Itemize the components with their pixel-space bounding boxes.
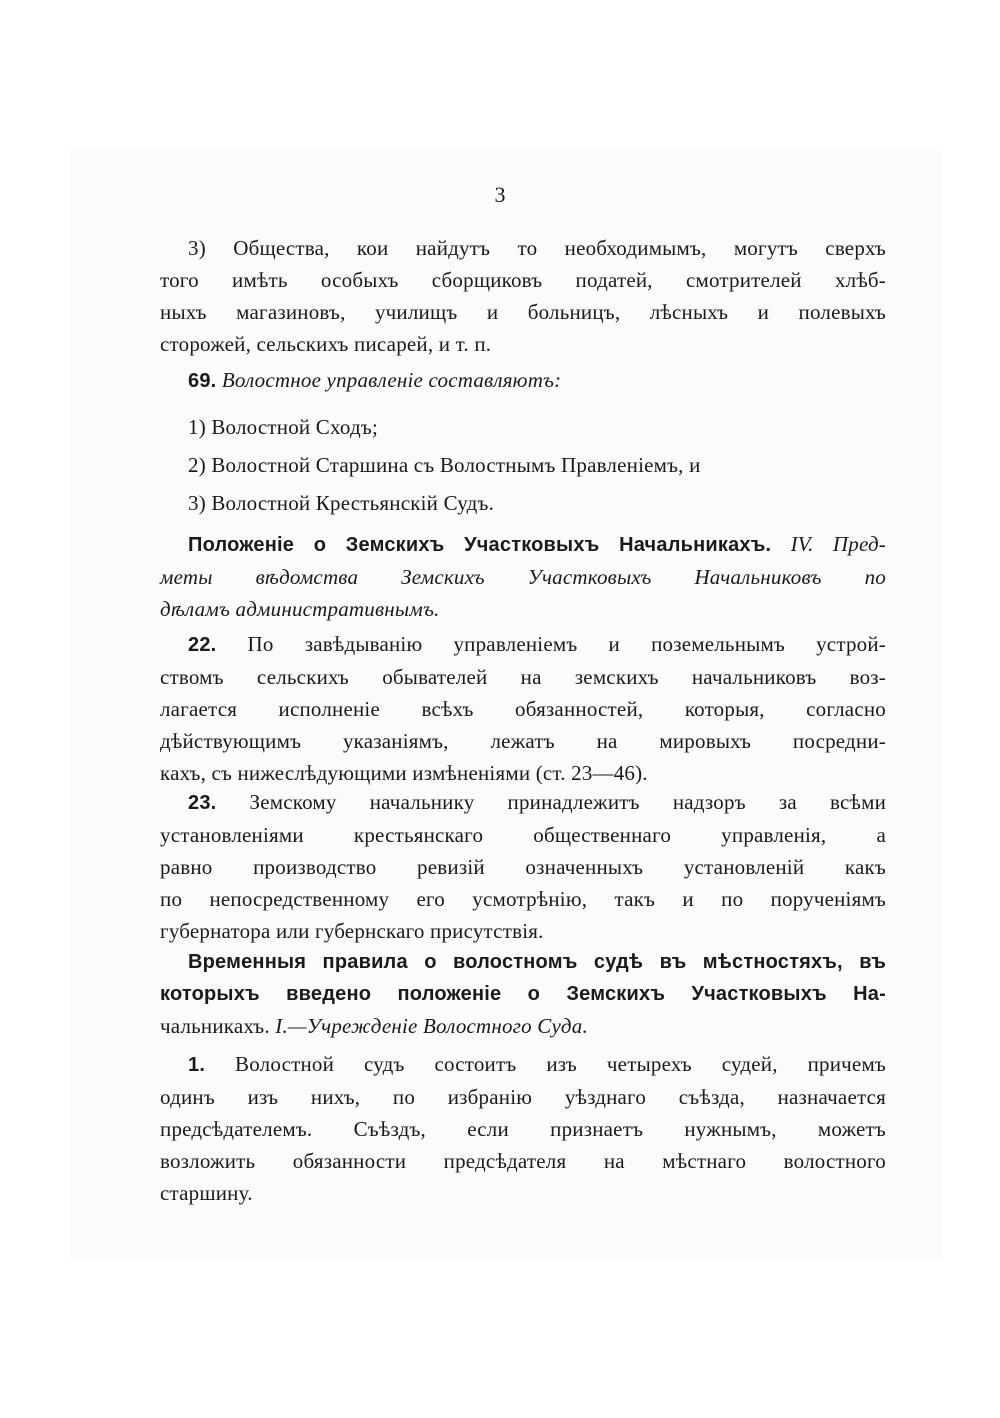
text-line: губернатора или губернскаго присутствія. [160,919,544,943]
paragraph-societies [160,232,886,360]
list-item: 3) Волостной Крестьянскій Судъ. [188,491,495,515]
article-1 [160,1048,886,1209]
article-23 [160,786,886,947]
text-line: 3) Общества, кои найдутъ то необходимымъ, могутъ сверхъ [188,236,886,260]
text-line: лагается исполненіе всѣхъ обязанностей, которыя, согласно [160,697,886,721]
text-line: Волостной судъ состоитъ изъ четырехъ судей, причемъ [235,1052,886,1076]
text-line: сторожей, сельскихъ писарей, и т. п. [160,332,492,356]
article-22 [160,628,886,789]
article-heading: Волостное управленіе составляютъ: [221,368,562,392]
text-line: ствомъ сельскихъ обывателей на земскихъ начальниковъ воз- [160,665,886,689]
section-title: которыхъ введено положеніе о Земскихъ Участковыхъ На- [160,983,886,1005]
section-subtitle-line: меты вѣдомства Земскихъ Участковыхъ Начальниковъ по [160,565,886,589]
section-heading-volost-court [160,946,886,1042]
text-line: равно производство ревизій означенныхъ установленій какъ [160,855,886,879]
list-item: 2) Волостной Старшина съ Волостнымъ Правленіемъ, и [188,453,701,477]
text-line: По завѣдыванію управленіемъ и поземельнымъ устрой- [247,632,886,656]
article-69-list [160,408,886,522]
text-line: по непосредственному его усмотрѣнію, такъ и по порученіямъ [160,887,886,911]
text-line: возложить обязанности предсѣдателя на мѣстнаго волостного [160,1149,886,1173]
text-line: дѣйствующимъ указаніямъ, лежатъ на мировыхъ посредни- [160,729,886,753]
section-heading-zemsky [160,528,886,625]
article-number: 1. [188,1054,206,1076]
article-number: 69. [188,370,217,392]
list-item: 1) Волостной Сходъ; [188,415,378,439]
text-line: предсѣдателемъ. Съѣздъ, если признаетъ нужнымъ, можетъ [160,1117,886,1141]
text-line: того имѣть особыхъ сборщиковъ податей, смотрителей хлѣб- [160,268,886,292]
text-line: ныхъ магазиновъ, училищъ и больницъ, лѣсныхъ и полевыхъ [160,300,886,324]
text-line: старшину. [160,1181,253,1205]
article-69 [160,364,886,397]
section-title-end: чальникахъ. [160,1014,270,1038]
text-line: одинъ изъ нихъ, по избранію уѣзднаго съѣзда, назначается [160,1085,886,1109]
section-subtitle: I.—Учрежденіе Волостного Суда. [275,1014,588,1038]
text-line: установленіями крестьянскаго общественнаго управленія, а [160,823,886,847]
article-number: 22. [188,634,217,656]
article-number: 23. [188,792,217,814]
section-title: Положеніе о Земскихъ Участковыхъ Начальникахъ. [188,534,772,556]
page-number: 3 [494,182,506,207]
section-subtitle: IV. Пред- [790,532,886,556]
page-header [0,182,1000,208]
text-line: кахъ, съ нижеслѣдующими измѣненіями (ст. 23—46). [160,761,648,785]
section-title: Временныя правила о волостномъ судѣ въ мѣстностяхъ, въ [188,951,886,973]
text-line: Земскому начальнику принадлежитъ надзоръ за всѣми [249,790,887,814]
section-subtitle-line: дѣламъ административнымъ. [160,597,440,621]
